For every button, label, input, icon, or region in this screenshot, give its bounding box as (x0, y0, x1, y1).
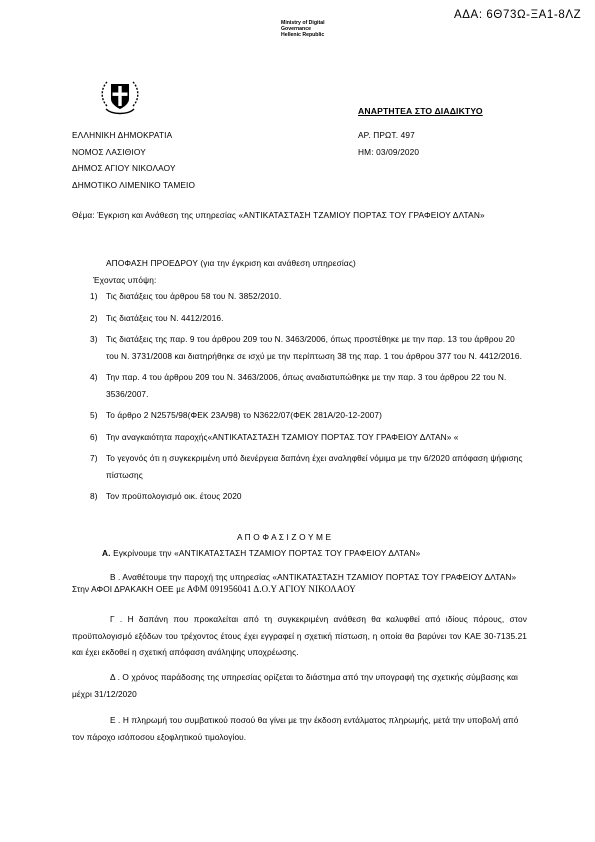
paragraph-a-letter: Α. (102, 548, 111, 558)
issuer-line: ΝΟΜΟΣ ΛΑΣΙΘΙΟΥ (72, 146, 146, 157)
subject: Θέμα: Έγκριση και Ανάθεση της υπηρεσίας «ΑΝΤΙΚΑΤΑΣΤΑΣΗ ΤΖΑΜΙΟΥ ΠΟΡΤΑΣ ΤΟΥ ΓΡΑΦΕΙΟΥ ΔΛΤΑΝ» (72, 210, 485, 220)
issuer-line: ΔΗΜΟΤΙΚΟ ΛΙΜΕΝΙΚΟ ΤΑΜΕΙΟ (72, 179, 196, 190)
list-text: Τις διατάξεις του Ν. 4412/2016. (106, 312, 224, 323)
paragraph-e: Ε . Η πληρωμή του συμβατικού ποσού θα γίνει με την έκδοση εντάλματος πληρωμής, μετά την υποβολή από τον πάροχο ισόποσου εξοφλητικού τιμολογίου. (72, 715, 519, 742)
considerations-list (90, 288, 526, 510)
ada-number: ΑΔΑ: 6Θ73Ω-ΞΑ1-8ΛΖ (454, 9, 582, 21)
list-item (90, 450, 526, 483)
protocol-block (358, 127, 419, 160)
we-decide-heading: Α Π Ο Φ Α Σ Ι Ζ Ο Υ Μ Ε (237, 532, 332, 542)
list-text: Το γεγονός ότι η συγκεκριμένη υπό διενέργεια δαπάνη έχει αναληφθεί νόμιμα με την 6/2020 απόφαση ψήφισης πίστωσης (106, 453, 523, 480)
list-number: 4) (90, 372, 98, 382)
paragraph-c: Γ . Η δαπάνη που προκαλείται από τη συγκεκριμένη ανάθεση θα καλυφθεί από ιδίους πόρους, στον προϋπολογισμό εξόδων του τρέχοντος έτους έχει εγγραφεί η σχετική πίστωση, η οποία θα βαρύνει τον ΚΑΕ 30-7135.21 και έχει εκδοθεί η σχετική απόφαση ανάληψης υποχρέωσης. (72, 614, 527, 657)
paragraph-a (102, 548, 420, 558)
paragraph-b (72, 571, 527, 595)
greek-coat-of-arms-emblem (98, 73, 142, 117)
list-text: Την παρ. 4 του άρθρου 209 του Ν. 3463/2006, όπως αναδιατυπώθηκε με την παρ. 3 του άρθρου 22 του Ν. 3536/2007. (106, 372, 507, 399)
signature-line: Ministry of Digital (281, 20, 325, 26)
list-text: Τις διατάξεις της παρ. 9 του άρθρου 209 του Ν. 3463/2006, όπως προστέθηκε με την παρ. 13 του άρθρου 20 του Ν. 3731/2008 και διατηρήθηκε σε ισχύ με την περίπτωση 38 της παρ. 1 του άρθρου 377 του Ν. 4412/2016. (106, 334, 523, 361)
list-number: 5) (90, 410, 98, 420)
paragraph-b-tax-id: με ΑΦΜ 091956041 Δ.Ο.Υ ΑΓΙΟΥ ΝΙΚΟΛΑΟΥ (176, 584, 356, 594)
issuer-block (72, 127, 195, 193)
protocol-number: ΑΡ. ΠΡΩΤ. 497 (358, 130, 415, 140)
list-number: 6) (90, 431, 98, 442)
list-item (90, 288, 526, 305)
list-text: Τις διατάξεις του άρθρου 58 του Ν. 3852/2010. (106, 291, 282, 301)
issuer-line: ΔΗΜΟΣ ΑΓΙΟΥ ΝΙΚΟΛΑΟΥ (72, 163, 176, 173)
list-item (90, 369, 526, 402)
list-item (90, 429, 526, 446)
list-number: 3) (90, 334, 98, 344)
list-text: Την αναγκαιότητα παροχής«ΑΝΤΙΚΑΤΑΣΤΑΣΗ ΤΖΑΜΙΟΥ ΠΟΡΤΑΣ ΤΟΥ ΓΡΑΦΕΙΟΥ ΔΛΤΑΝ» « (106, 431, 459, 442)
signature-line: Hellenic Republic (281, 32, 325, 39)
signature-line: Governance (281, 26, 311, 33)
list-item (90, 488, 526, 505)
list-item (90, 407, 526, 424)
online-notice: ΑΝΑΡΤΗΤΕΑ ΣΤΟ ΔΙΑΔΙΚΤΥΟ (358, 106, 483, 116)
list-number: 8) (90, 491, 98, 501)
list-number: 2) (90, 312, 98, 323)
list-number: 1) (90, 291, 98, 301)
issuer-line: ΕΛΛΗΝΙΚΗ ΔΗΜΟΚΡΑΤΙΑ (72, 130, 173, 140)
paragraph-d: Δ . Ο χρόνος παράδοσης της υπηρεσίας ορίζεται το διάστημα από την υπογραφή της σχετικής σύμβασης και μέχρι 31/12/2020 (72, 672, 518, 699)
list-text: Τον προϋπολογισμό οικ. έτους 2020 (106, 491, 242, 501)
document-date: ΗΜ: 03/09/2020 (358, 146, 420, 157)
list-number: 7) (90, 453, 98, 463)
paragraph-b-text: Β . Αναθέτουμε την παροχή της υπηρεσίας «ΑΝΤΙΚΑΤΑΣΤΑΣΗ ΤΖΑΜΙΟΥ ΠΟΡΤΑΣ ΤΟΥ ΓΡΑΦΕΙΟΥ ΔΛΤΑΝ» Στην ΑΦΟΙ ΔΡΑΚΑΚΗ ΟΕΕ (72, 572, 517, 594)
having-in-mind: Έχοντας υπόψη: (93, 275, 157, 285)
decision-title: ΑΠΟΦΑΣΗ ΠΡΟΕΔΡΟΥ (για την έγκριση και ανάθεση υπηρεσίας) (106, 258, 356, 268)
paragraph-a-text: Εγκρίνουμε την «ΑΝΤΙΚΑΤΑΣΤΑΣΗ ΤΖΑΜΙΟΥ ΠΟΡΤΑΣ ΤΟΥ ΓΡΑΦΕΙΟΥ ΔΛΤΑΝ» (113, 548, 421, 558)
list-item (90, 310, 526, 327)
list-item (90, 331, 526, 364)
list-text: Το άρθρο 2 Ν2575/98(ΦΕΚ 23Α/98) το Ν3622/07(ΦΕΚ 281Α/20-12-2007) (106, 410, 382, 420)
